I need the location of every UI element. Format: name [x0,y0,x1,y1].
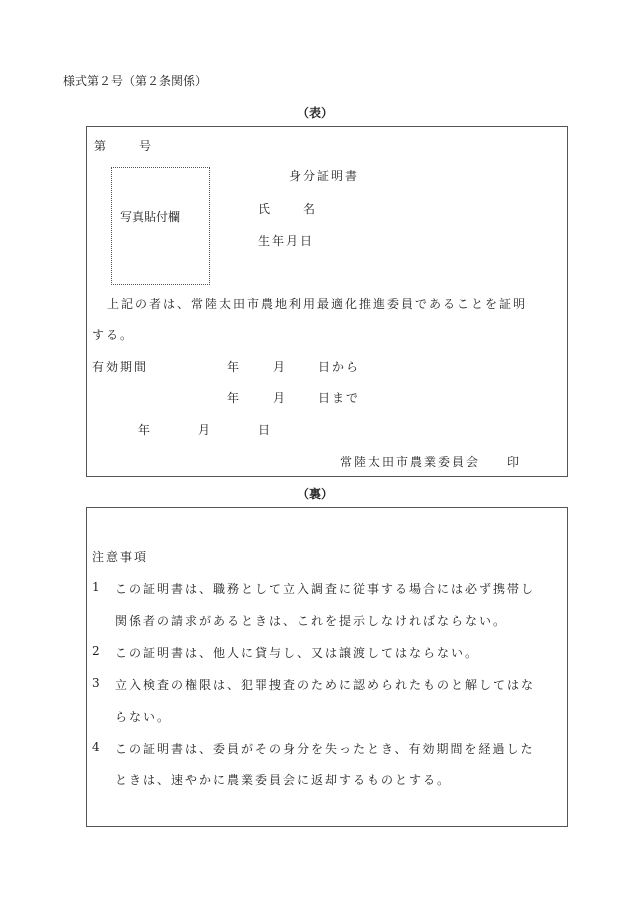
issue-day: 日 [258,423,271,437]
seal-mark: 印 [507,455,520,469]
note-3-number: 3 [92,676,100,690]
back-card [86,507,568,827]
validity-label: 有効期間 [92,360,149,374]
note-4-line-1: この証明書は、委員がその身分を失ったとき、有効期間を経過した [115,742,535,756]
validity-to-day: 日まで [318,391,361,405]
front-side-label: （表） [296,106,333,120]
validity-from-day: 日から [318,360,361,374]
front-card [86,126,568,477]
validity-from-month: 月 [273,360,286,374]
issue-month: 月 [198,423,211,437]
note-3-line-2: らない。 [115,710,172,724]
name-label-1: 氏 [258,202,271,216]
validity-to-year: 年 [227,391,240,405]
validity-to-month: 月 [273,391,286,405]
note-2-line-1: この証明書は、他人に貸与し、又は譲渡してはならない。 [115,646,480,660]
photo-box [111,167,210,285]
note-4-number: 4 [92,740,100,754]
number-prefix: 第 [94,139,107,153]
notes-title: 注意事項 [92,550,149,564]
number-suffix: 号 [139,139,152,153]
statement-line-1: 上記の者は、常陸太田市農地利用最適化推進委員であることを証明 [107,297,528,311]
validity-from-year: 年 [227,360,240,374]
note-1-line-1: この証明書は、職務として立入調査に従事する場合には必ず携帯し [115,582,536,596]
back-side-label: （裏） [296,487,333,501]
issuer-name: 常陸太田市農業委員会 [340,455,481,469]
note-2-number: 2 [92,644,100,658]
note-1-line-2: 関係者の請求があるときは、これを提示しなければならない。 [115,614,508,628]
form-label: 様式第２号（第２条関係） [63,74,208,88]
photo-label: 写真貼付欄 [120,210,181,224]
card-title: 身分証明書 [289,169,360,183]
issue-year: 年 [138,423,151,437]
dob-label: 生年月日 [258,234,315,248]
note-1-number: 1 [92,580,100,594]
note-3-line-1: 立入検査の権限は、犯罪捜査のために認められたものと解してはな [115,678,536,692]
name-label-2: 名 [303,202,316,216]
note-4-line-2: ときは、速やかに農業委員会に返却するものとする。 [115,773,452,787]
statement-line-2: する。 [92,328,135,342]
